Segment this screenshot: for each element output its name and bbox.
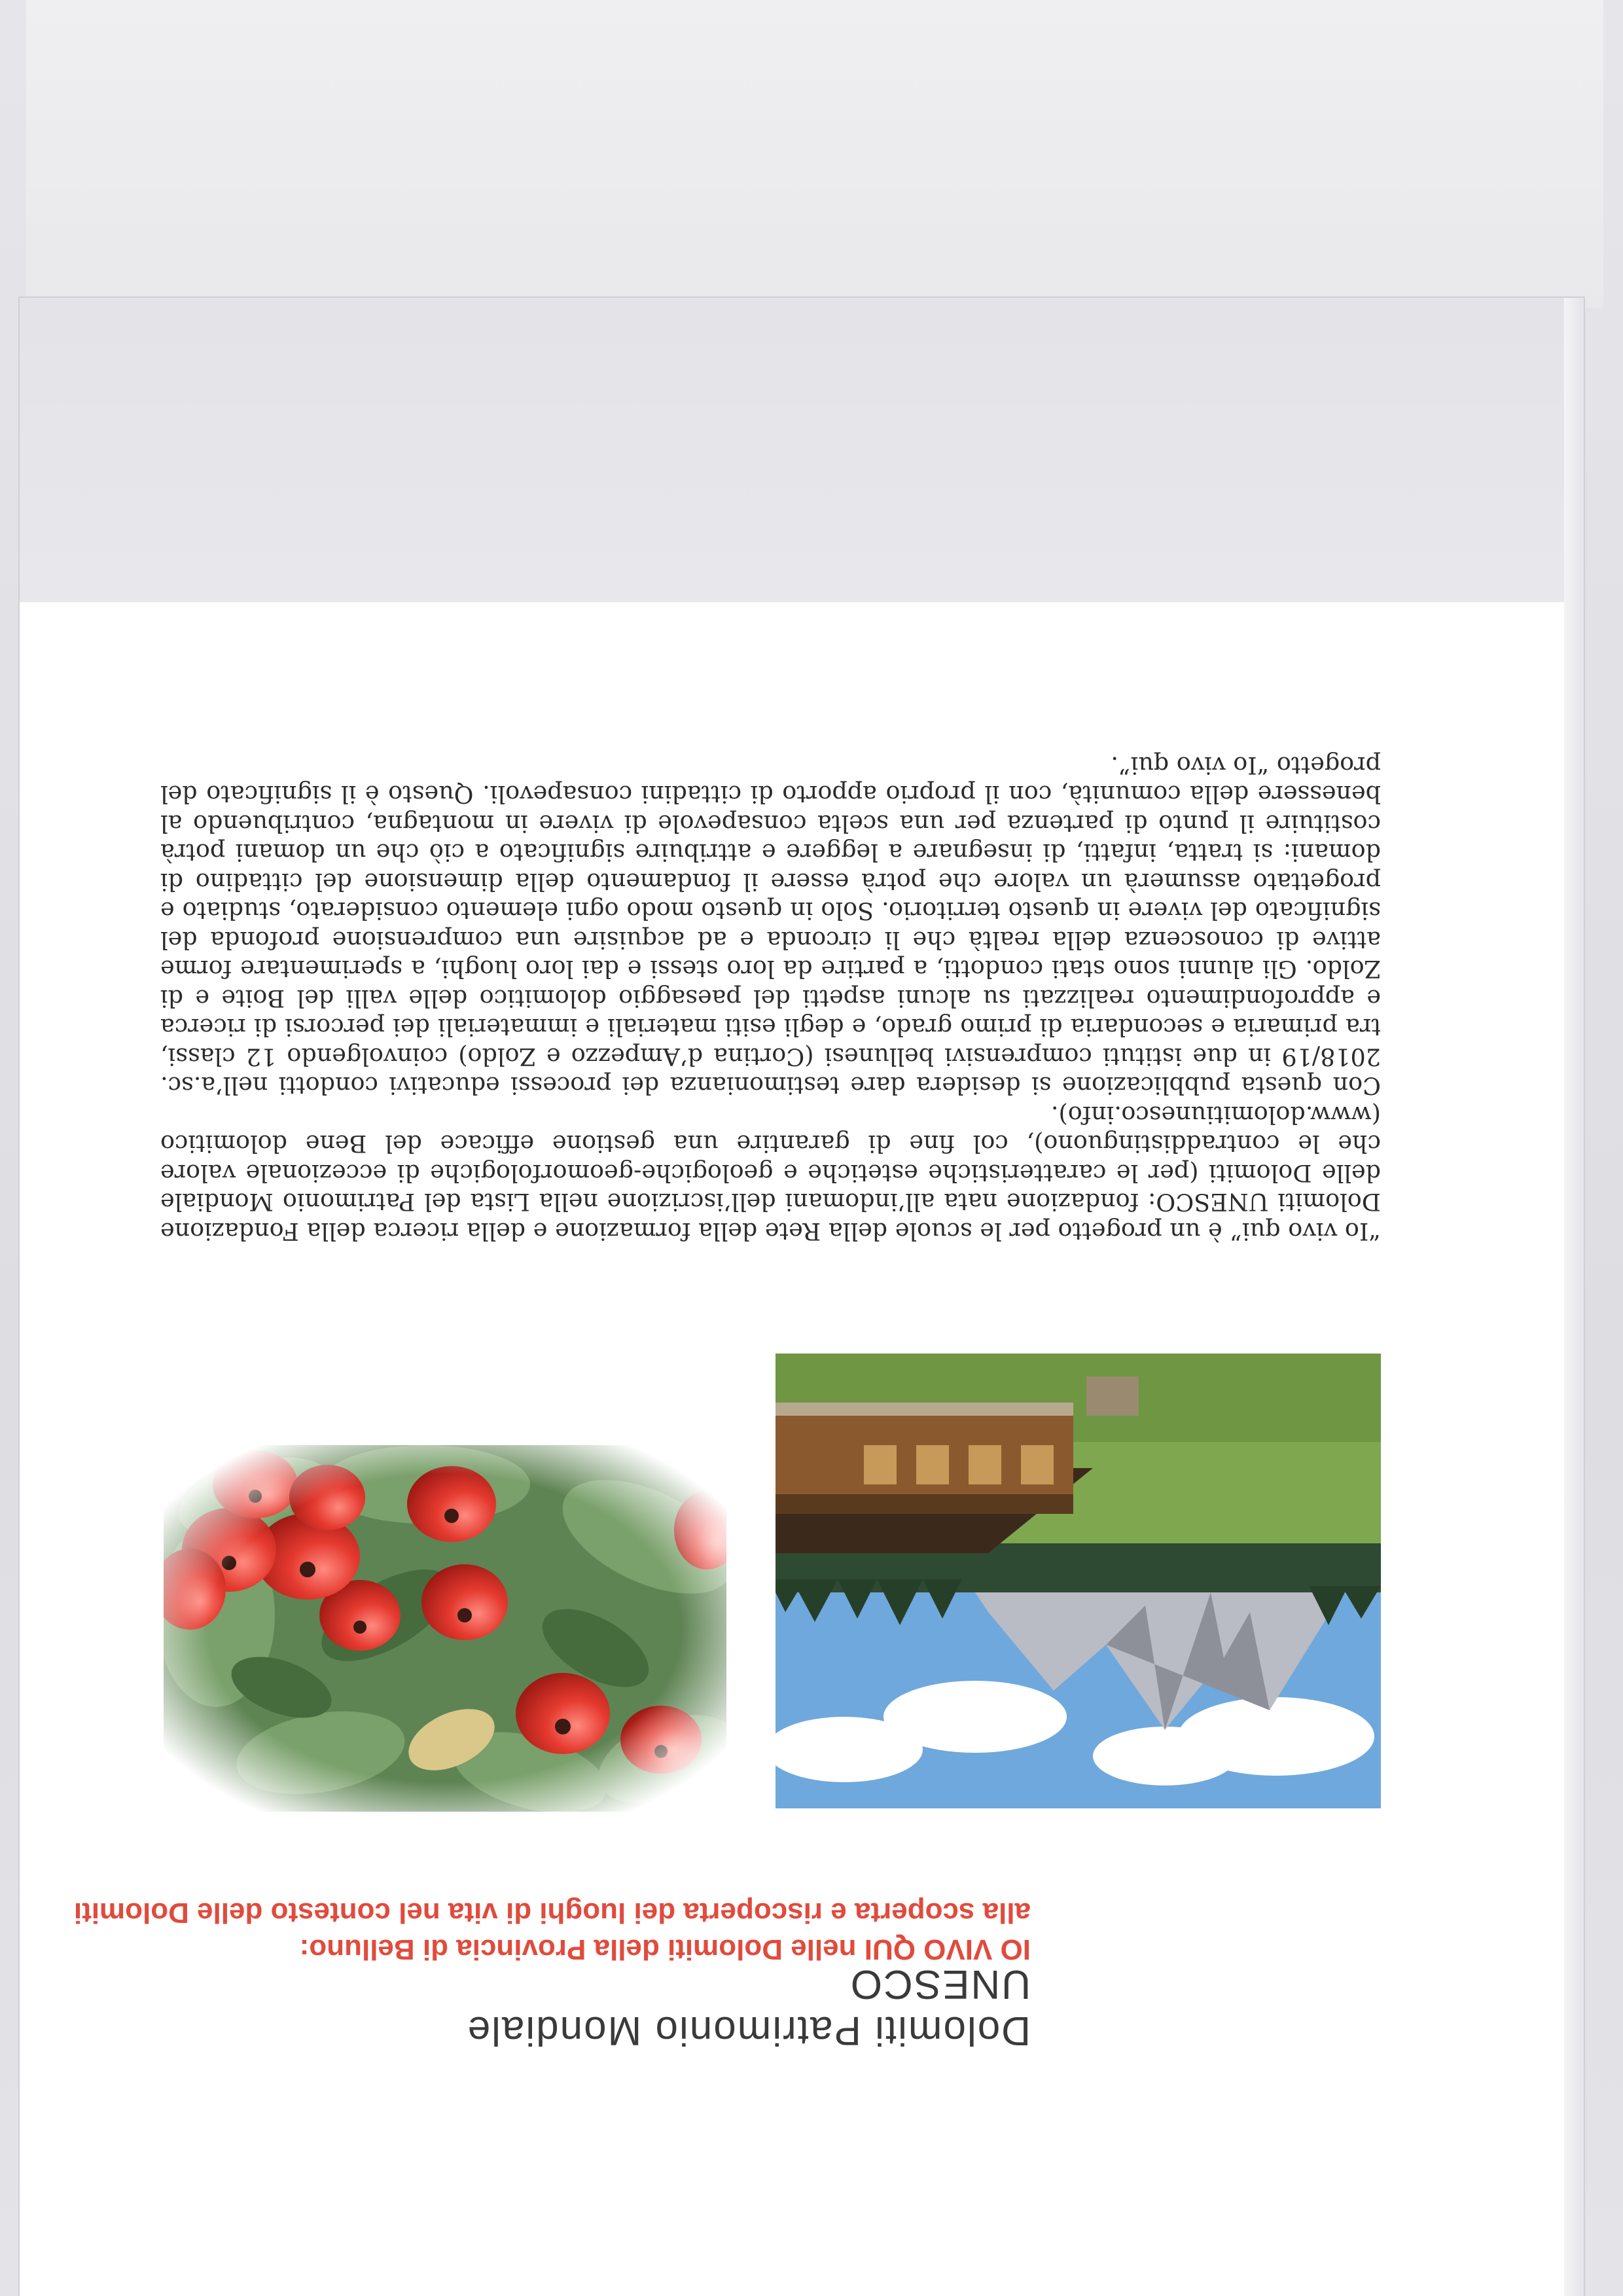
paragraph-intro: “Io vivo qui” è un progetto per le scuole della Rete della formazione e della ricerca della Fondazione Dolomiti UNESCO: fondazione nata all’indomani dell’iscrizione nella Lista del Patrimonio Mondiale delle Dolomiti (per le caratteristiche estetiche e geologiche-geomorfologiche di eccezionale valore che le contraddistinguono), col fine di garantire una gestione efficace del Bene dolomitico (www.dolomitiunesco.info).	[160, 1101, 1381, 1246]
rosehip-berries-photo	[164, 1445, 726, 1812]
rosehip-berries-illustration	[164, 1445, 726, 1812]
running-head: Dolomiti Patrimonio Mondiale UNESCO	[466, 1962, 1031, 2053]
title-line-2: alla scoperta e riscoperta dei luoghi di vita nel contesto delle Dolomiti	[73, 1897, 1031, 1929]
title-line-1: IO VIVO QUI nelle Dolomiti della Provincia di Belluno:	[299, 1933, 1031, 1965]
body-text	[160, 751, 1381, 1246]
alpine-chalet-photo	[776, 1354, 1381, 1808]
paragraph-publication: Con questa pubblicazione si desidera dare testimonianza dei processi educativi condotti nell’a.sc. 2018/19 in due istituti comprensivi bellunesi (Cortina d’Ampezzo e Zoldo) coinvolgendo 12 classi, tra primaria e secondaria di primo grado, e degli esiti materiali e immateriali dei percorsi di ricerca e approfondimento realizzati su alcuni aspetti del paesaggio dolomitico delle valli del Boite e di Zoldo. Gli alunni sono stati condotti, a partire da loro stessi e dai loro luoghi, a sperimentare forme attive di conoscenza della realtà che li circonda e ad acquisire una comprensione profonda del significato del vivere in questo territorio. Solo in questo modo ogni elemento considerato, studiato e progettato assumerà un valore che potrà essere il fondamento della dimensione del cittadino di domani: si tratta, infatti, di insegnare a leggere e attribuire significato a ciò che un domani potrà costituire il punto di partenza per una scelta consapevole di vivere in montagna, contribuendo al benessere della comunità, con il proprio apporto di cittadini consapevoli. Questo è il significato del progetto “Io vivo qui”.	[160, 751, 1381, 1100]
alpine-chalet-illustration	[776, 1354, 1381, 1808]
article-title	[73, 1894, 1031, 1967]
